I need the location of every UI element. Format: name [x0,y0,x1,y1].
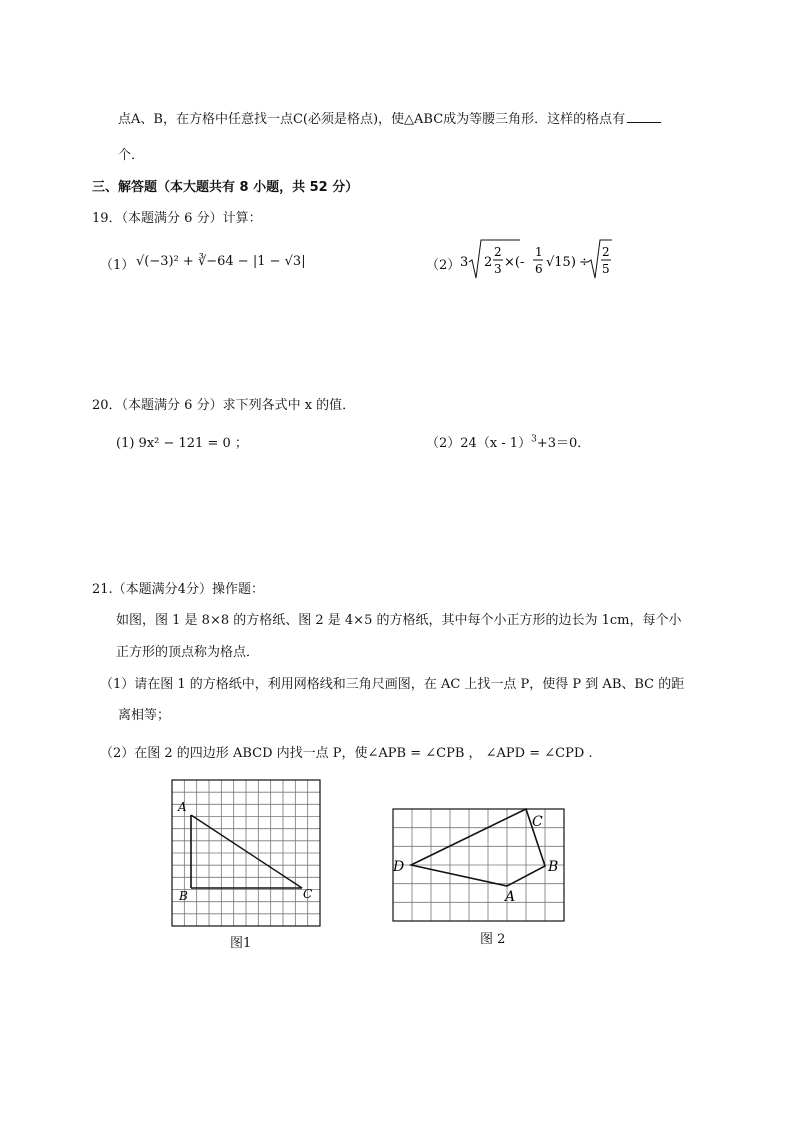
figure-2-label-c: C [532,814,543,830]
q19-p2-frac-num: 2 [494,245,502,259]
q19-p2-formula-svg [460,236,640,286]
q21-p2: （2）在图 2 的四边形 ABCD 内找一点 P，使∠APB = ∠CPB ， ∠APD = ∠CPD . [100,746,593,761]
q19-p2-frac3-num: 2 [602,245,610,259]
q20-p2-a: （2）24（x - 1） [426,436,532,451]
q19-p2-frac2-den: 6 [535,262,543,276]
q20-p2-b: +3＝0． [536,436,591,451]
q20-p2-sup: 3 [531,434,537,445]
q19-p2-mixed-whole: 2 [484,255,493,270]
figure-1-caption: 图1 [230,936,252,951]
top-line-1-text: 点A、B，在方格中任意找一点C(必须是格点)，使△ABC成为等腰三角形．这样的格点有 [118,112,626,127]
q19-p2-label: （2） [426,258,461,273]
q19-p1-label: （1） [100,258,135,273]
q21-p1-line-1: （1）请在图 1 的方格纸中，利用网格线和三角尺画图，在 AC 上找一点 P，使得 P 到 AB、BC 的距 [100,677,685,692]
q19-p2-frac2-num: 1 [535,245,543,259]
figure-1 [170,778,322,928]
q21-intro-2: 正方形的顶点称为格点． [116,645,260,660]
figure-1-label-a: A [178,800,187,814]
q19-p2-coef: 3 [460,255,469,270]
q19-p2-frac-den: 3 [494,262,502,276]
q20-p2 [426,432,590,451]
q20-title: 20．（本题满分 6 分）求下列各式中 x 的值． [92,398,356,413]
figure-2-label-a: A [505,889,516,905]
q20-p1: (1) 9x² − 121 = 0 ； [116,436,248,451]
q19-p2-div: ÷ [579,255,590,270]
figure-2-caption: 图 2 [480,932,506,947]
q21-title: 21.（本题满分4分）操作题： [92,582,264,597]
q19-title: 19．（本题满分 6 分）计算： [92,211,262,226]
figure-2 [392,808,566,924]
answer-blank [627,110,661,123]
q19-p2-frac3-den: 5 [602,262,610,276]
figure-2-label-d: D [393,859,405,875]
q19-p2-times: ×(- [504,255,525,270]
figure-1-label-c: C [303,887,313,901]
q19-p2-expression [460,236,640,286]
figure-1-svg [170,778,322,928]
q21-intro-1: 如图，图 1 是 8×8 的方格纸、图 2 是 4×5 的方格纸，其中每个小正方形的边长为 1cm，每个小 [116,613,682,628]
figure-1-grid [172,780,320,926]
q21-p1-line-2: 离相等； [118,708,171,723]
q19-p2-sqrt15: √15) [546,255,576,270]
top-line-1 [118,108,661,127]
section3-heading: 三、解答题（本大题共有 8 小题，共 52 分） [92,180,359,195]
figure-2-label-b: B [548,859,559,875]
figure-2-svg [392,808,566,924]
figure-1-label-b: B [179,889,188,903]
q19-p1-expression: √(−3)² + ∛−64 − |1 − √3| [136,254,306,269]
top-line-2: 个． [118,148,145,163]
